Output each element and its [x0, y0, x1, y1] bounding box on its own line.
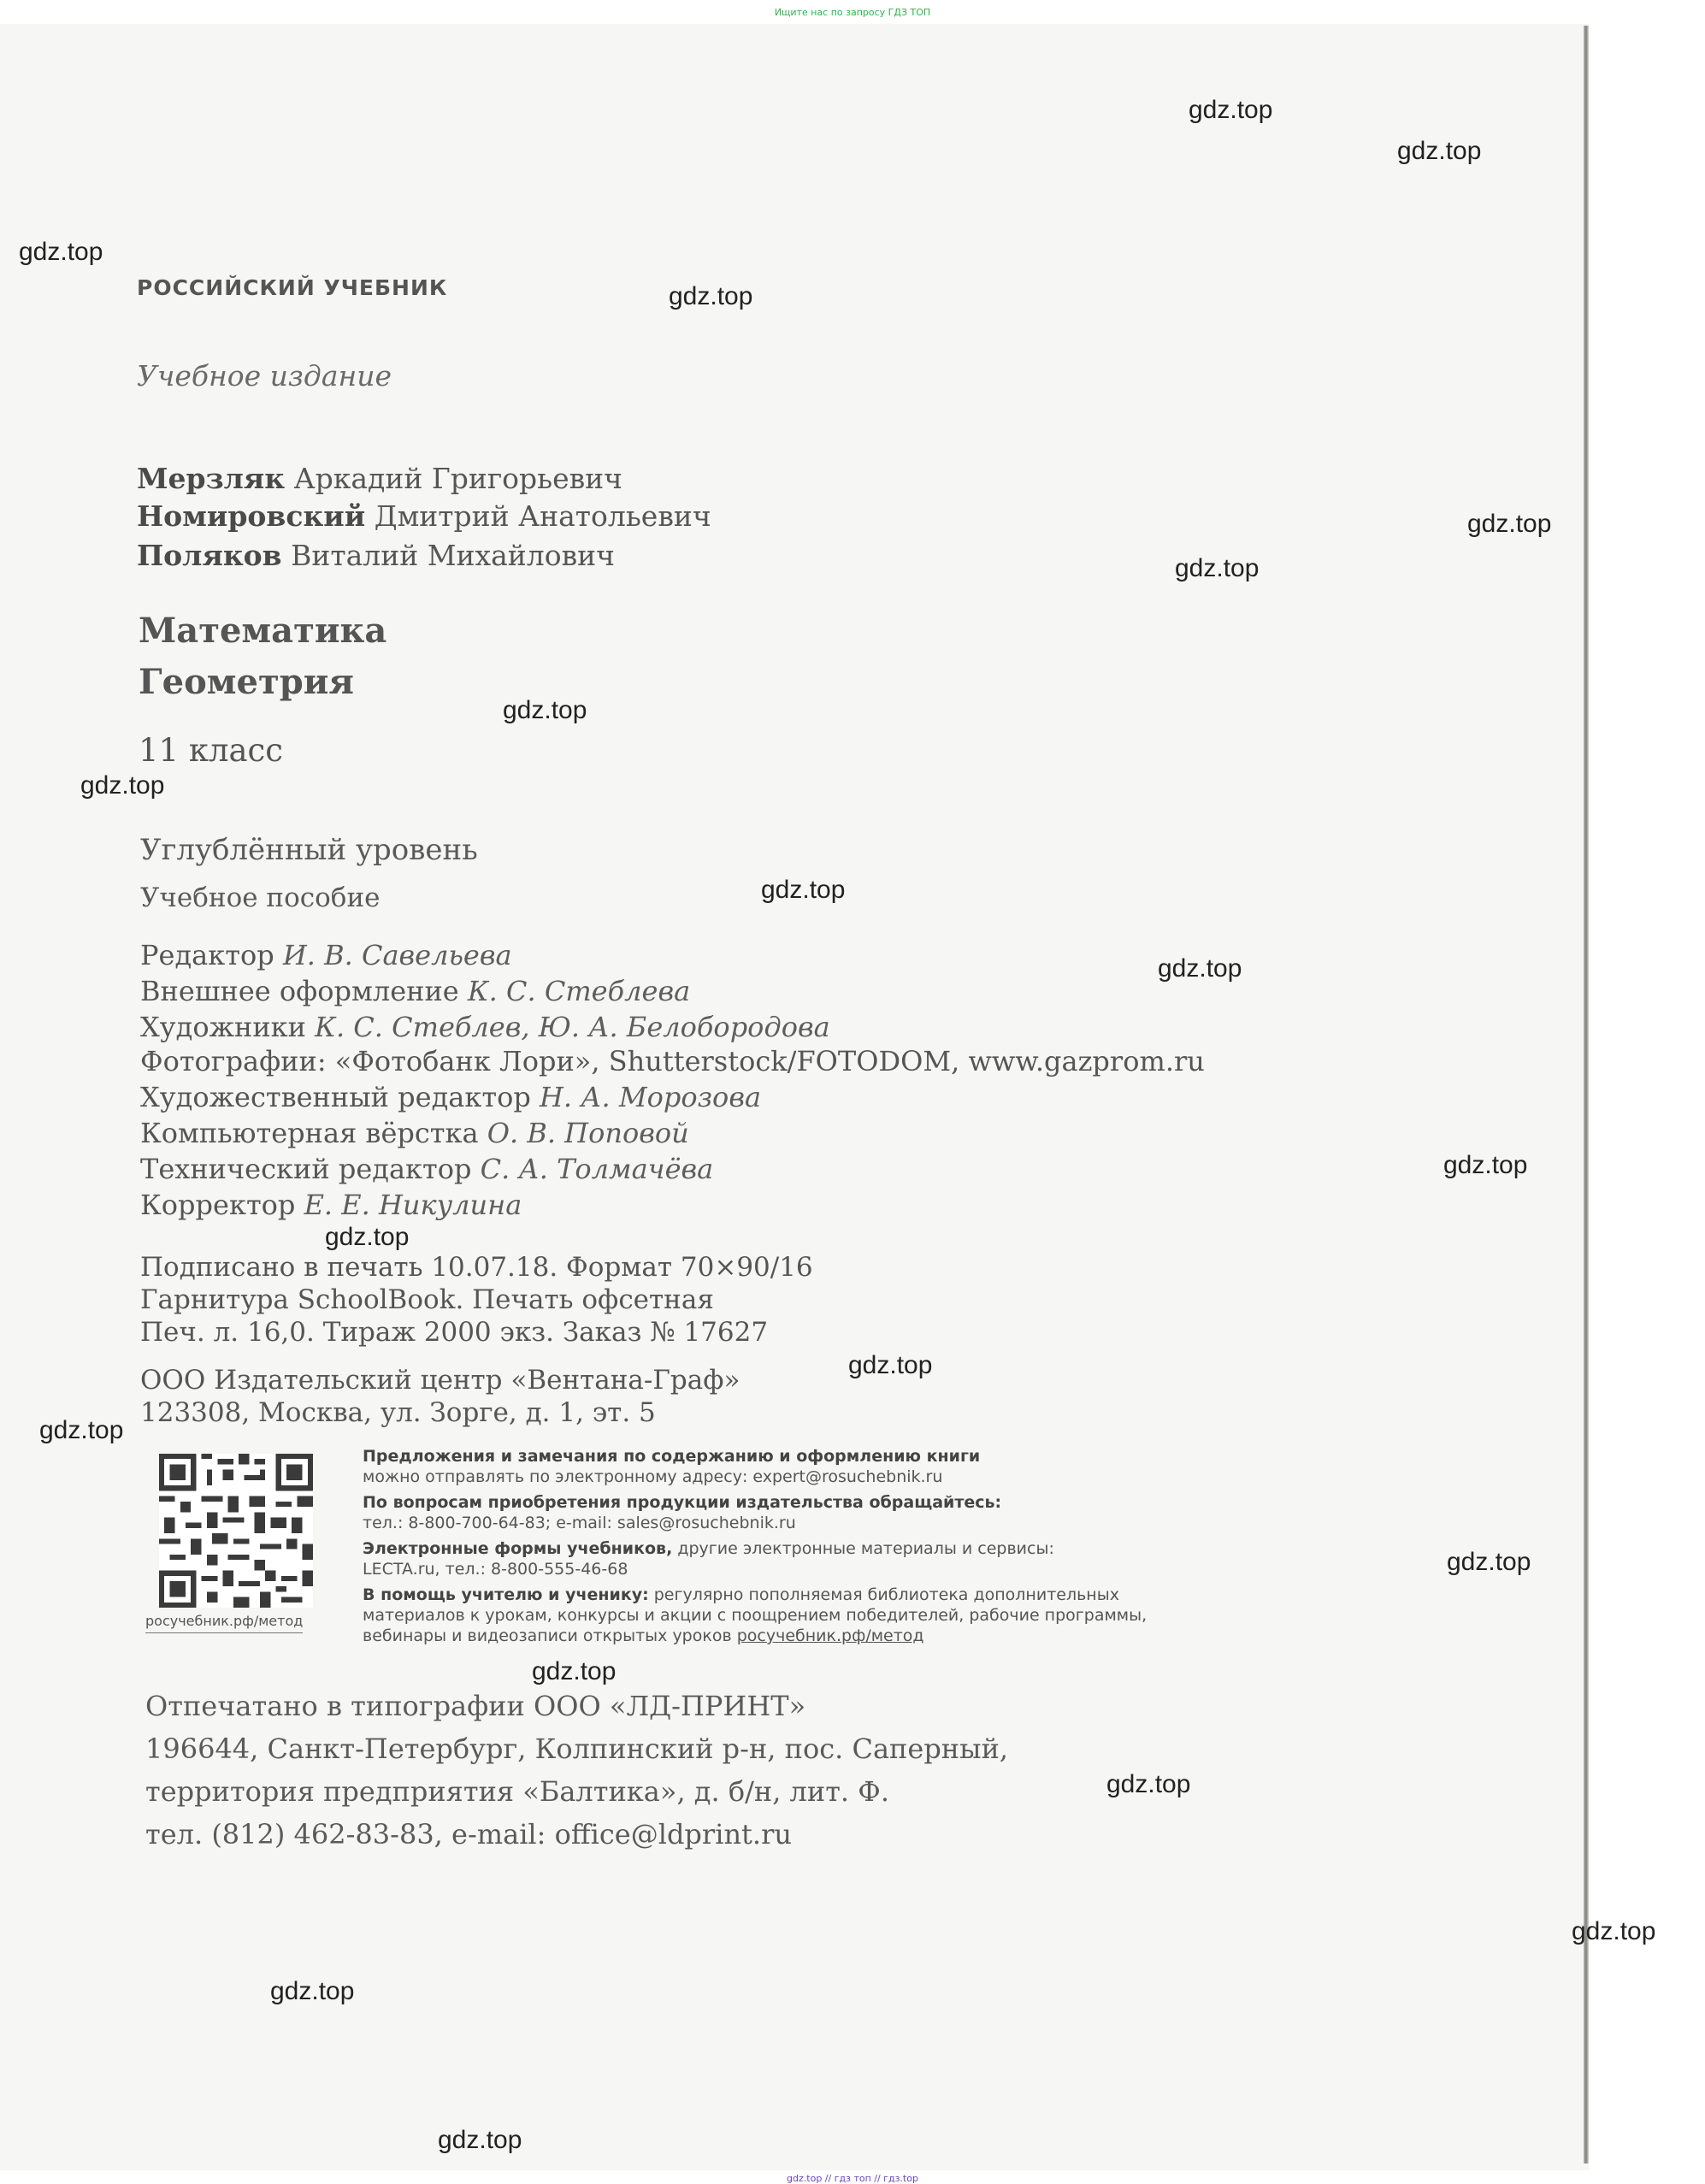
top-banner: Ищите нас по запросу ГДЗ ТОП: [774, 7, 931, 18]
credit-person: К. С. Стеблев, Ю. А. Белобородова: [315, 1011, 830, 1043]
author-line: [137, 462, 622, 495]
watermark: gdz.top: [438, 2126, 522, 2154]
credit-role: Внешнее оформление: [140, 975, 459, 1007]
contact-heading: Электронные формы учебников,: [363, 1539, 673, 1558]
credit-role: Художники: [140, 1011, 306, 1043]
series-label: РОССИЙСКИЙ УЧЕБНИК: [137, 275, 448, 300]
watermark: gdz.top: [1447, 1548, 1531, 1576]
contact-heading: В помощь учителю и ученику:: [363, 1585, 649, 1604]
book-grade: 11 класс: [139, 732, 283, 769]
credit-role: Редактор: [140, 939, 274, 971]
credit-line: [140, 1045, 1205, 1077]
credit-line: [140, 939, 512, 971]
page-edge: [1584, 26, 1589, 2163]
watermark: gdz.top: [1467, 510, 1552, 538]
credit-role: Художественный редактор: [140, 1081, 531, 1113]
watermark: gdz.top: [19, 238, 103, 266]
print-info-line: Гарнитура SchoolBook. Печать офсетная: [140, 1284, 714, 1315]
contact-line: можно отправлять по электронному адресу: expert@rosuchebnik.ru: [363, 1467, 943, 1486]
book-kind: Учебное пособие: [140, 882, 381, 913]
author-surname: Поляков: [137, 539, 282, 572]
watermark: gdz.top: [1443, 1151, 1528, 1179]
credit-role: Корректор: [140, 1189, 296, 1221]
watermark: gdz.top: [270, 1977, 355, 2005]
credit-role: Фотографии:: [140, 1045, 327, 1077]
contact-text: регулярно пополняемая библиотека дополнительных: [648, 1585, 1119, 1604]
credit-line: [140, 1011, 830, 1043]
credit-person: И. В. Савельева: [282, 939, 512, 971]
contact-text: вебинары и видеозаписи открытых уроков: [363, 1626, 737, 1645]
print-info-line: Печ. л. 16,0. Тираж 2000 экз. Заказ № 17627: [140, 1317, 769, 1348]
credit-person: С. А. Толмачёва: [480, 1153, 714, 1185]
credit-role: Компьютерная вёрстка: [140, 1117, 479, 1149]
author-surname: Мерзляк: [137, 462, 286, 495]
watermark: gdz.top: [669, 282, 753, 310]
credit-line: [140, 1153, 713, 1185]
credit-person: Е. Е. Никулина: [304, 1189, 522, 1221]
watermark: gdz.top: [1106, 1770, 1191, 1798]
printer-line: тел. (812) 462-83-83, e-mail: office@ldprint.ru: [145, 1818, 792, 1850]
author-line: [137, 539, 615, 572]
print-info-line: Подписано в печать 10.07.18. Формат 70×90/16: [140, 1252, 813, 1283]
book-level: Углублённый уровень: [140, 833, 478, 867]
edition-label: Учебное издание: [137, 359, 392, 393]
qr-caption: росучебник.рф/метод: [145, 1613, 303, 1633]
contact-line: [363, 1447, 980, 1466]
metod-link[interactable]: росучебник.рф/метод: [736, 1626, 924, 1645]
printer-line: территория предприятия «Балтика», д. б/н, лит. Ф.: [145, 1775, 889, 1808]
author-surname: Номировский: [137, 499, 366, 533]
author-name: Дмитрий Анатольевич: [374, 499, 711, 533]
watermark: gdz.top: [80, 771, 165, 800]
watermark: gdz.top: [1572, 1917, 1656, 1945]
bottom-banner: gdz.top // гдз топ // гдз.top: [787, 2173, 918, 2184]
credit-role: Технический редактор: [140, 1153, 472, 1185]
credit-person: К. С. Стеблева: [467, 975, 691, 1007]
credit-line: [140, 1189, 522, 1221]
author-name: Виталий Михайлович: [291, 539, 615, 572]
contact-line: тел.: 8-800-700-64-83; e-mail: sales@rosuchebnik.ru: [363, 1514, 796, 1532]
watermark: gdz.top: [761, 876, 846, 904]
credit-person: О. В. Поповой: [487, 1117, 689, 1149]
watermark: gdz.top: [1158, 954, 1242, 983]
contact-line: [363, 1626, 924, 1645]
watermark: gdz.top: [848, 1351, 933, 1379]
watermark: gdz.top: [1397, 137, 1482, 165]
credit-person: Н. А. Морозова: [539, 1081, 762, 1113]
book-subtitle: Геометрия: [139, 662, 354, 702]
credit-person: «Фотобанк Лори», Shutterstock/FOTODOM, www.gazprom.ru: [334, 1045, 1205, 1077]
author-line: [137, 499, 711, 533]
qr-code: [159, 1454, 313, 1608]
publisher-line: 123308, Москва, ул. Зорге, д. 1, эт. 5: [140, 1397, 656, 1428]
watermark: gdz.top: [503, 696, 587, 724]
printer-line: Отпечатано в типографии ООО «ЛД-ПРИНТ»: [145, 1690, 806, 1722]
credit-line: [140, 975, 690, 1007]
contact-line: LECTA.ru, тел.: 8-800-555-46-68: [363, 1560, 628, 1579]
contact-line: [363, 1493, 1001, 1512]
book-subject: Математика: [139, 611, 387, 651]
contact-heading: По вопросам приобретения продукции издательства обращайтесь:: [363, 1493, 1002, 1512]
contact-heading: Предложения и замечания по содержанию и оформлению книги: [363, 1447, 981, 1466]
watermark: gdz.top: [1175, 554, 1260, 582]
watermark: gdz.top: [1189, 96, 1273, 124]
credit-line: [140, 1081, 761, 1113]
printer-line: 196644, Санкт-Петербург, Колпинский р-н, пос. Саперный,: [145, 1732, 1009, 1765]
credit-line: [140, 1117, 689, 1149]
contact-line: материалов к урокам, конкурсы и акции с поощрением победителей, рабочие программы,: [363, 1606, 1147, 1625]
watermark: gdz.top: [39, 1416, 124, 1444]
author-name: Аркадий Григорьевич: [293, 462, 622, 495]
contact-line: [363, 1539, 1054, 1558]
watermark: gdz.top: [532, 1657, 617, 1685]
publisher-line: ООО Издательский центр «Вентана-Граф»: [140, 1365, 740, 1396]
contact-text: другие электронные материалы и сервисы:: [672, 1539, 1054, 1558]
watermark: gdz.top: [325, 1223, 410, 1251]
contact-line: [363, 1585, 1119, 1604]
